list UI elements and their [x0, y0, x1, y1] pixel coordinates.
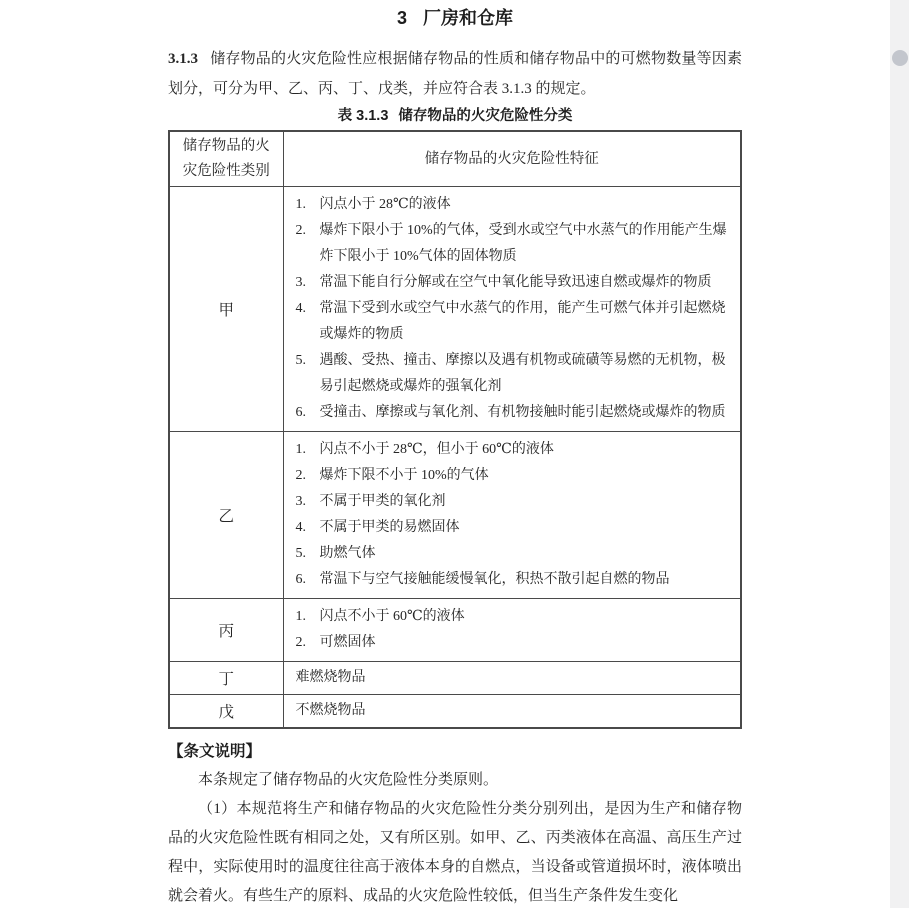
item-number: 2.	[295, 635, 306, 650]
item-text: 常温下能自行分解或在空气中氧化能导致迅速自燃或爆炸的物质	[319, 275, 712, 290]
feature-item	[296, 541, 733, 567]
feature-item	[296, 604, 733, 630]
commentary-paragraph: （1）本规范将生产和储存物品的火灾危险性分类分别列出，是因为生产和储存物品的火灾危险性既有相同之处，又有所区别。如甲、乙、丙类液体在高温、高压生产过程中，实际使用时的温度往往高于液体本身的自燃点，当设备或管道损坏时，液体喷出就会着火。有些生产的原料、成品的火灾危险性较低，但当生产条件发生变化	[168, 801, 742, 904]
chapter-title: 厂房和仓库	[423, 8, 513, 28]
feature-item	[296, 192, 733, 218]
document-page	[168, 0, 742, 908]
commentary-heading: 【条文说明】	[168, 743, 262, 760]
feature-item	[296, 296, 733, 348]
table-row-jia	[169, 187, 741, 432]
item-text: 闪点小于 28℃的液体	[319, 197, 451, 212]
clause-paragraph	[168, 44, 742, 104]
feature-item	[296, 515, 733, 541]
item-number: 4.	[295, 520, 306, 535]
table-caption	[168, 106, 742, 126]
item-number: 2.	[295, 468, 306, 483]
item-number: 1.	[295, 442, 306, 457]
features-cell: 难燃烧物品	[283, 662, 741, 695]
item-number: 2.	[295, 223, 306, 238]
table-caption-title: 储存物品的火灾危险性分类	[398, 108, 573, 124]
item-text: 闪点不小于 28℃，但小于 60℃的液体	[319, 442, 554, 457]
feature-item	[296, 630, 733, 656]
item-text: 常温下与空气接触能缓慢氧化，积热不散引起自燃的物品	[319, 572, 670, 587]
item-text: 爆炸下限不小于 10%的气体	[319, 468, 489, 483]
features-cell: 不燃烧物品	[283, 695, 741, 729]
feature-item	[296, 218, 733, 270]
column-header-category: 储存物品的火灾危险性类别	[169, 131, 283, 187]
table-row-bing	[169, 599, 741, 662]
item-text: 爆炸下限小于 10%的气体，受到水或空气中水蒸气的作用能产生爆炸下限小于 10%气体的固体物质	[319, 223, 727, 264]
table-header-row	[169, 131, 741, 187]
page-title	[168, 6, 742, 30]
item-number: 5.	[295, 353, 306, 368]
item-number: 3.	[295, 494, 306, 509]
item-number: 1.	[295, 609, 306, 624]
item-text: 不属于甲类的氧化剂	[319, 494, 446, 509]
feature-item	[296, 270, 733, 296]
category-cell: 戊	[169, 695, 283, 729]
table-row-ding	[169, 662, 741, 695]
chapter-number: 3	[396, 8, 407, 28]
feature-item	[296, 489, 733, 515]
item-text: 受撞击、摩擦或与氧化剂、有机物接触时能引起燃烧或爆炸的物质	[319, 405, 726, 420]
item-number: 5.	[295, 546, 306, 561]
category-cell: 丙	[169, 599, 283, 662]
item-number: 3.	[295, 275, 306, 290]
item-text: 常温下受到水或空气中水蒸气的作用，能产生可燃气体并引起燃烧或爆炸的物质	[319, 301, 726, 342]
feature-item	[296, 348, 733, 400]
scrollbar-track[interactable]	[890, 0, 909, 908]
item-text: 不属于甲类的易燃固体	[319, 520, 460, 535]
feature-item	[296, 437, 733, 463]
clause-text: 储存物品的火灾危险性应根据储存物品的性质和储存物品中的可燃物数量等因素划分，可分为甲、乙、丙、丁、戊类，并应符合表 3.1.3 的规定。	[168, 51, 742, 97]
feature-item	[296, 567, 733, 593]
commentary-paragraph: 本条规定了储存物品的火灾危险性分类原则。	[198, 772, 499, 788]
table-row-yi	[169, 432, 741, 599]
item-text: 闪点不小于 60℃的液体	[319, 609, 465, 624]
item-number: 4.	[295, 301, 306, 316]
scrollbar-thumb[interactable]	[892, 50, 908, 66]
table-row-wu	[169, 695, 741, 729]
column-header-features: 储存物品的火灾危险性特征	[283, 131, 741, 187]
item-number: 6.	[295, 572, 306, 587]
item-text: 助燃气体	[319, 546, 376, 561]
item-text: 可燃固体	[319, 635, 376, 650]
feature-item	[296, 463, 733, 489]
features-cell	[283, 432, 741, 599]
feature-item	[296, 400, 733, 426]
features-cell	[283, 599, 741, 662]
hazard-classification-table	[168, 130, 742, 729]
item-text: 遇酸、受热、撞击、摩擦以及遇有机物或硫磺等易燃的无机物，极易引起燃烧或爆炸的强氧化剂	[319, 353, 726, 394]
table-caption-label: 表 3.1.3	[337, 108, 389, 124]
category-cell: 甲	[169, 187, 283, 432]
category-cell: 乙	[169, 432, 283, 599]
item-number: 1.	[295, 197, 306, 212]
category-cell: 丁	[169, 662, 283, 695]
features-cell	[283, 187, 741, 432]
item-number: 6.	[295, 405, 306, 420]
clause-number: 3.1.3	[168, 51, 198, 67]
